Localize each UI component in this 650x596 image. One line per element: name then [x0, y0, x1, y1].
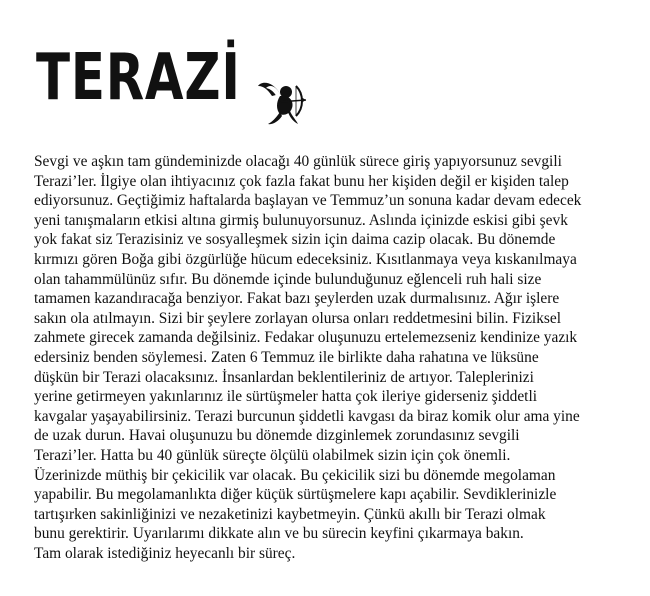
article-line: Sevgi ve aşkın tam gündeminizde olacağı 40 günlük sürece giriş yapıyorsunuz sevgili	[34, 153, 562, 170]
article-line: kırmızı gören Boğa gibi özgürlüğe hücum edeceksiniz. Kısıtlanmaya veya kıskanılmaya	[34, 250, 577, 268]
article-line: yeni tanışmaların etkisi altına girmiş bulunuyorsunuz. Aslında içinizde eskisi gibi şevk	[34, 211, 568, 229]
article-line: de uzak durun. Havai oluşunuzu bu dönemde dizginlemek zorundasınız sevgili	[34, 427, 520, 445]
article-line: olan tahammülünüz sıfır. Bu dönemde içinde bulunduğunuz eğlenceli ruh hali size	[34, 270, 542, 288]
article-line: Terazi’ler. Hatta bu 40 günlük süreçte ölçülü olabilmek sizin için çok önemli.	[34, 446, 511, 464]
page-title: TERAZİ	[36, 41, 241, 115]
article-line: bunu gerektirir. Uyarılarımı dikkate alın ve bu sürecin keyfini çıkarmaya bakın.	[34, 525, 524, 543]
article-line: zahmete girecek zamanda değilsiniz. Fedakar oluşunuzu ertelemezseniz kendinize yazık	[34, 329, 578, 347]
article-line: Terazi’ler. İlgiye olan ihtiyacınız çok fazla fakat bunu her kişiden değil er kişiden talep	[34, 172, 569, 190]
article-line: edersiniz benden söylemesi. Zaten 6 Temmuz ile birlikte daha rahatına ve lüksüne	[34, 348, 539, 366]
article-line: Üzerinizde müthiş bir çekicilik var olacak. Bu çekicilik sizi bu dönemde megolaman	[34, 466, 556, 484]
cupid-archer-icon	[250, 78, 310, 130]
article-text	[34, 152, 624, 563]
article-line: Tam olarak istediğiniz heyecanlı bir süreç.	[34, 544, 296, 562]
article-line: kavgalar yaşayabilirsiniz. Terazi burcunun şiddetli kavgası da biraz komik olur ama yine	[34, 407, 580, 425]
article-line: tamamen kazandıracağa benziyor. Fakat bazı şeylerden uzak durmalısınız. Ağır işlere	[34, 290, 560, 308]
article-line: yapabilir. Bu megolamanlıkta diğer küçük sürtüşmelere kapı açabilir. Sevdiklerinizle	[34, 486, 557, 504]
article-line: düşkün bir Terazi olacaksınız. İnsanlardan beklentileriniz de artıyor. Taleplerinizi	[34, 368, 534, 386]
article-line: yerine getirmeyen yakınlarınız ile sürtüşmeler hatta çok ileriye giderseniz şiddetli	[34, 388, 538, 406]
article-line: sakın ola atılmayın. Sizi bir şeylere zorlayan olursa onları reddetmesini bilin. Fiziksel	[34, 309, 561, 327]
article-line: tartışırken sakinliğinizi ve nezaketinizi kaybetmeyin. Çünkü akıllı bir Terazi olmak	[34, 505, 546, 523]
article-line: yok fakat siz Terazisiniz ve sosyalleşmek sizin için daima cazip olacak. Bu dönemde	[34, 231, 556, 249]
article-line: ediyorsunuz. Geçtiğimiz haftalarda başlayan ve Temmuz’un sonuna kadar devam edecek	[34, 192, 582, 210]
